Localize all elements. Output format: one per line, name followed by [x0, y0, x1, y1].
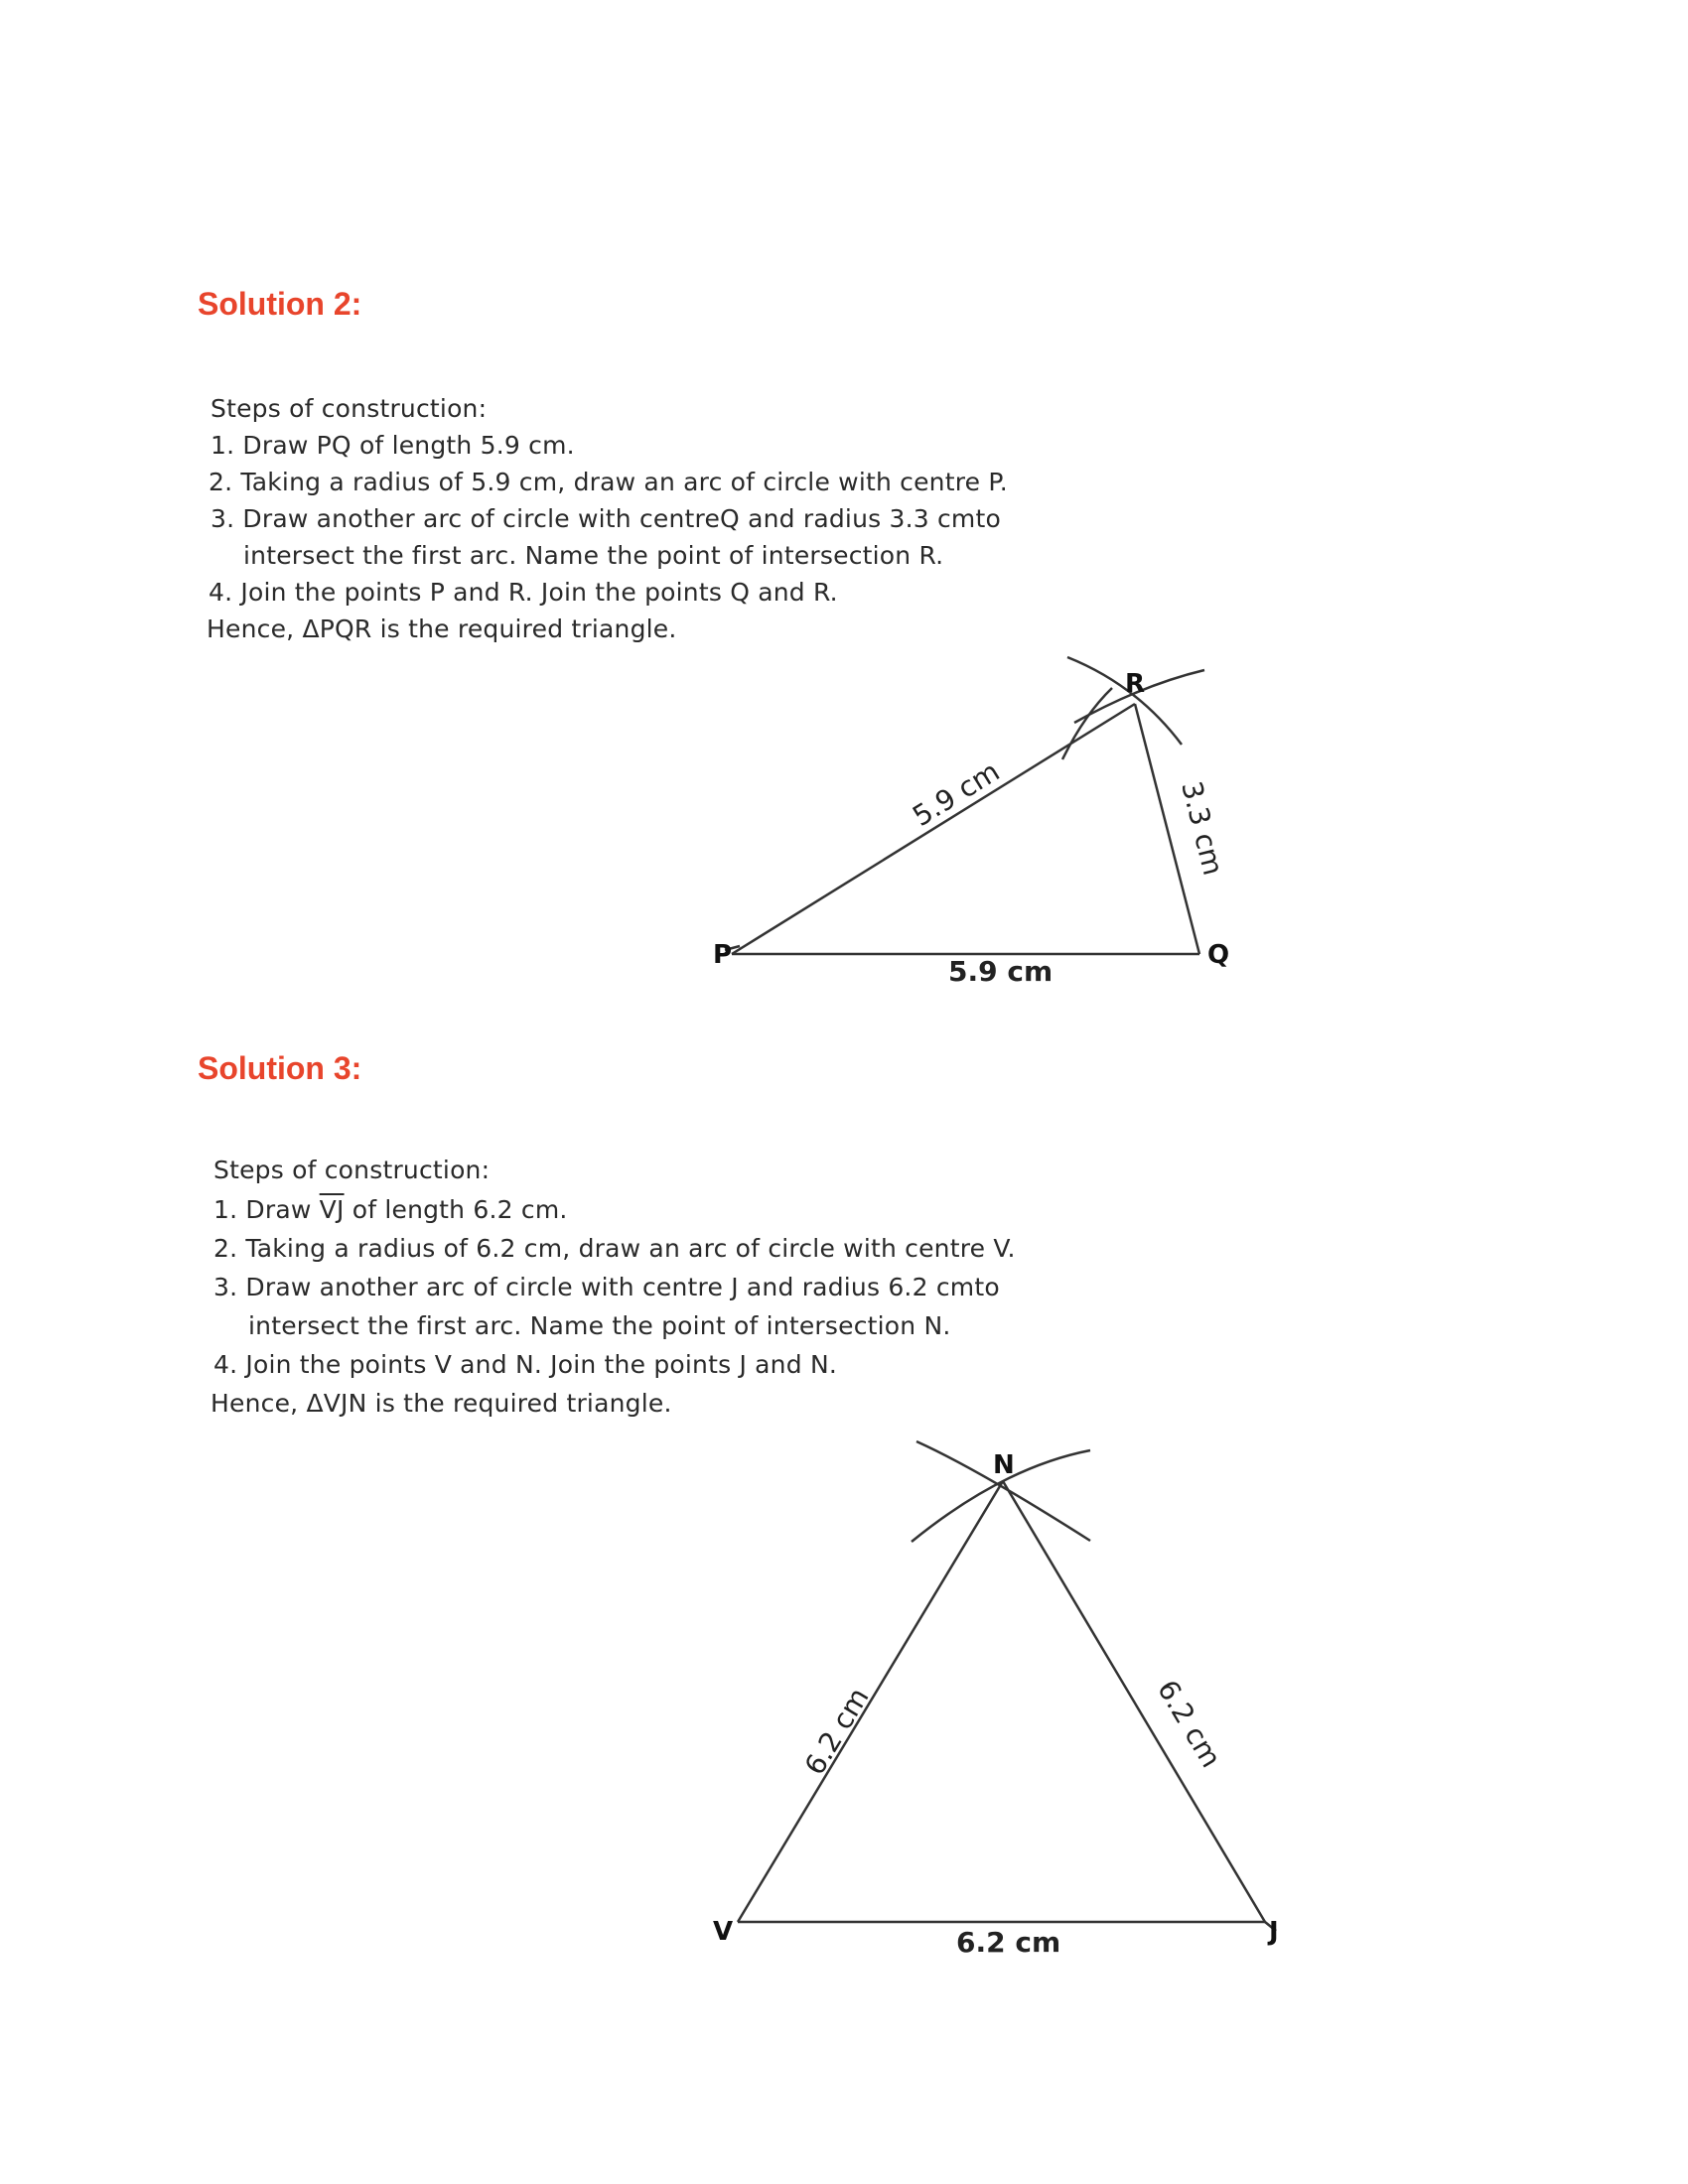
step-3: 3. Draw another arc of circle with centreQ and radius 3.3 cmto	[211, 504, 1001, 533]
label-jn: 6.2 cm	[1150, 1674, 1228, 1774]
label-vj: 6.2 cm	[956, 1926, 1061, 1959]
label-pr: 5.9 cm	[907, 754, 1006, 833]
step-1-prefix: 1. Draw	[213, 1195, 320, 1224]
conclusion: Hence, ΔVJN is the required triangle.	[211, 1389, 672, 1418]
side-pr	[732, 704, 1135, 954]
vertex-p: P	[713, 940, 733, 970]
vertex-v: V	[713, 1917, 734, 1947]
step-1-suffix: of length 6.2 cm.	[344, 1195, 568, 1224]
step-2: 2. Taking a radius of 6.2 cm, draw an arc of circle with centre V.	[213, 1234, 1016, 1263]
step-2: 2. Taking a radius of 5.9 cm, draw an arc of circle with centre P.	[209, 468, 1008, 496]
vertex-q: Q	[1207, 940, 1230, 970]
step-4: 4. Join the points P and R. Join the points Q and R.	[209, 578, 838, 607]
solution-3-heading: Solution 3:	[198, 1050, 362, 1086]
triangle-vjn	[738, 1441, 1276, 1931]
segment-vj: $\overline{VJ}$	[319, 1195, 345, 1224]
side-jn	[1003, 1481, 1265, 1922]
step-1: 1. Draw PQ of length 5.9 cm.	[211, 431, 575, 460]
steps-title: Steps of construction:	[211, 394, 488, 423]
vertex-r: R	[1125, 669, 1146, 699]
conclusion: Hence, ΔPQR is the required triangle.	[207, 614, 677, 643]
steps-title: Steps of construction:	[213, 1156, 491, 1184]
solution-2-heading: Solution 2:	[198, 286, 362, 322]
label-pq: 5.9 cm	[948, 955, 1054, 988]
step-4: 4. Join the points V and N. Join the points J and N.	[213, 1350, 837, 1379]
vertex-j: J	[1269, 1917, 1279, 1947]
label-qr: 3.3 cm	[1175, 777, 1230, 879]
step-3-continued: intersect the first arc. Name the point of intersection N.	[248, 1311, 951, 1340]
vertex-n: N	[993, 1450, 1015, 1480]
step-3: 3. Draw another arc of circle with centre J and radius 6.2 cmto	[213, 1273, 1000, 1301]
label-vn: 6.2 cm	[797, 1682, 876, 1781]
step-3-continued: intersect the first arc. Name the point of intersection R.	[243, 541, 944, 570]
